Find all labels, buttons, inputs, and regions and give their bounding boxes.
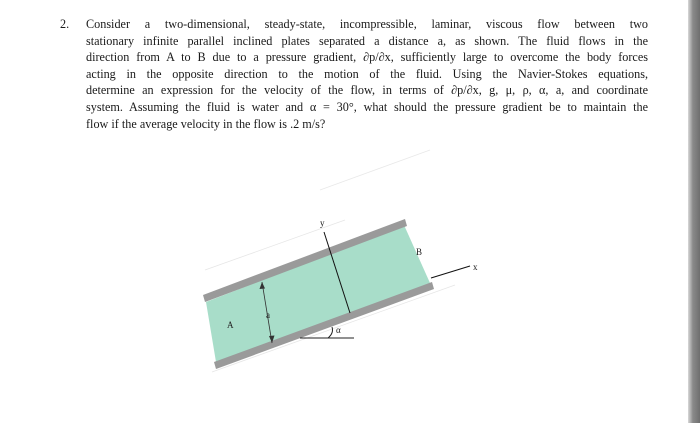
problem-line: acting in the opposite direction to the motion of the fluid. Using the Navier-Stokes equations, bbox=[86, 66, 648, 81]
problem-line: determine an expression for the velocity of the flow, in terms of ∂p/∂x, g, μ, ρ, α, a, and coordinate bbox=[86, 83, 648, 98]
problem-number: 2. bbox=[60, 17, 70, 31]
angle-label: α bbox=[336, 325, 341, 335]
gap-label: a bbox=[266, 310, 270, 320]
guide-line-top bbox=[320, 150, 430, 190]
x-axis bbox=[431, 266, 470, 278]
problem-line: system. Assuming the fluid is water and α = 30°, what should the pressure gradient be to maintain the bbox=[86, 99, 648, 114]
y-axis-label: y bbox=[320, 218, 325, 228]
x-axis-label: x bbox=[473, 262, 478, 272]
point-a-label: A bbox=[227, 320, 234, 330]
fluid-region bbox=[206, 225, 430, 362]
problem-line: direction from A to B due to a pressure gradient, ∂p/∂x, sufficiently large to overcome the body forces bbox=[86, 50, 648, 65]
point-b-label: B bbox=[416, 247, 423, 257]
problem-line: Consider a two-dimensional, steady-state, incompressible, laminar, viscous flow between two bbox=[86, 17, 648, 31]
problem-line: flow if the average velocity in the flow is .2 m/s? bbox=[86, 116, 326, 131]
angle-arc bbox=[328, 327, 333, 338]
scrollbar[interactable] bbox=[688, 0, 700, 423]
problem-line: stationary infinite parallel inclined plates separated a distance a, as shown. The fluid flows in the bbox=[86, 33, 648, 48]
